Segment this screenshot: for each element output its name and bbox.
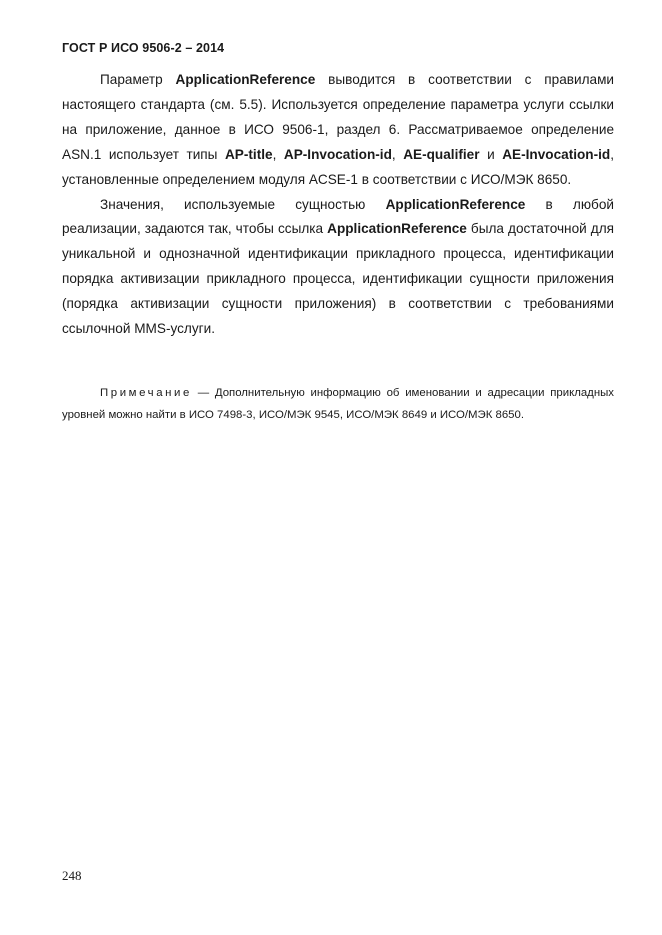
term-application-reference: ApplicationReference [175,72,316,87]
term-ae-qualifier: AE-qualifier [403,146,480,162]
paragraph1-text: , [391,146,404,162]
term-ap-title: AP-title [224,146,273,162]
paragraph1-text: , установленные определением модуля ACSE-1 в соответствии с ИСО/МЭК 8650. [62,146,614,187]
term-ap-invocation-id: AP-Invocation-id [283,146,392,162]
paragraph1-text: , [272,146,284,162]
paragraph-application-reference [62,68,614,193]
note-text: — Дополнительную информацию об именовании и адресации прикладных уровней можно найти в ИСО 7498-3, ИСО/МЭК 9545, ИСО/МЭК 8649 и ИСО/МЭК 8650. [62,387,614,421]
paragraph2-text: была достаточной для уникальной и однозначной идентификации прикладного процесса, идентификации порядка активизации прикладного процесса, идентификации сущности приложения (порядка активизации сущности приложения) в соответствии с требованиями ссылочной MMS-услуги. [62,221,614,337]
paragraph-values [62,193,614,342]
document-header: ГОСТ Р ИСО 9506-2 – 2014 [62,41,225,55]
paragraph1-text: выводится в соответствии с правилами настоящего стандарта (см. 5.5). Используется определение параметра услуги ссылки на приложение, данное в ИСО 9506-1, раздел 6. Рассматриваемое определение ASN.1 использует типы [62,72,615,162]
paragraph1-text: Параметр [100,72,176,87]
document-body [62,68,614,342]
note-label: Примечание [100,387,192,399]
paragraph2-text: в любой реализации, задаются так, чтобы ссылка [62,196,615,237]
page-number: 248 [62,868,82,883]
term-application-reference: ApplicationReference [385,196,526,212]
note-block [62,383,614,426]
term-ae-invocation-id: AE-Invocation-id [502,146,611,162]
paragraph2-text: Значения, используемые сущностью [100,196,386,212]
term-application-reference: ApplicationReference [327,221,467,237]
paragraph1-text: и [479,146,503,162]
